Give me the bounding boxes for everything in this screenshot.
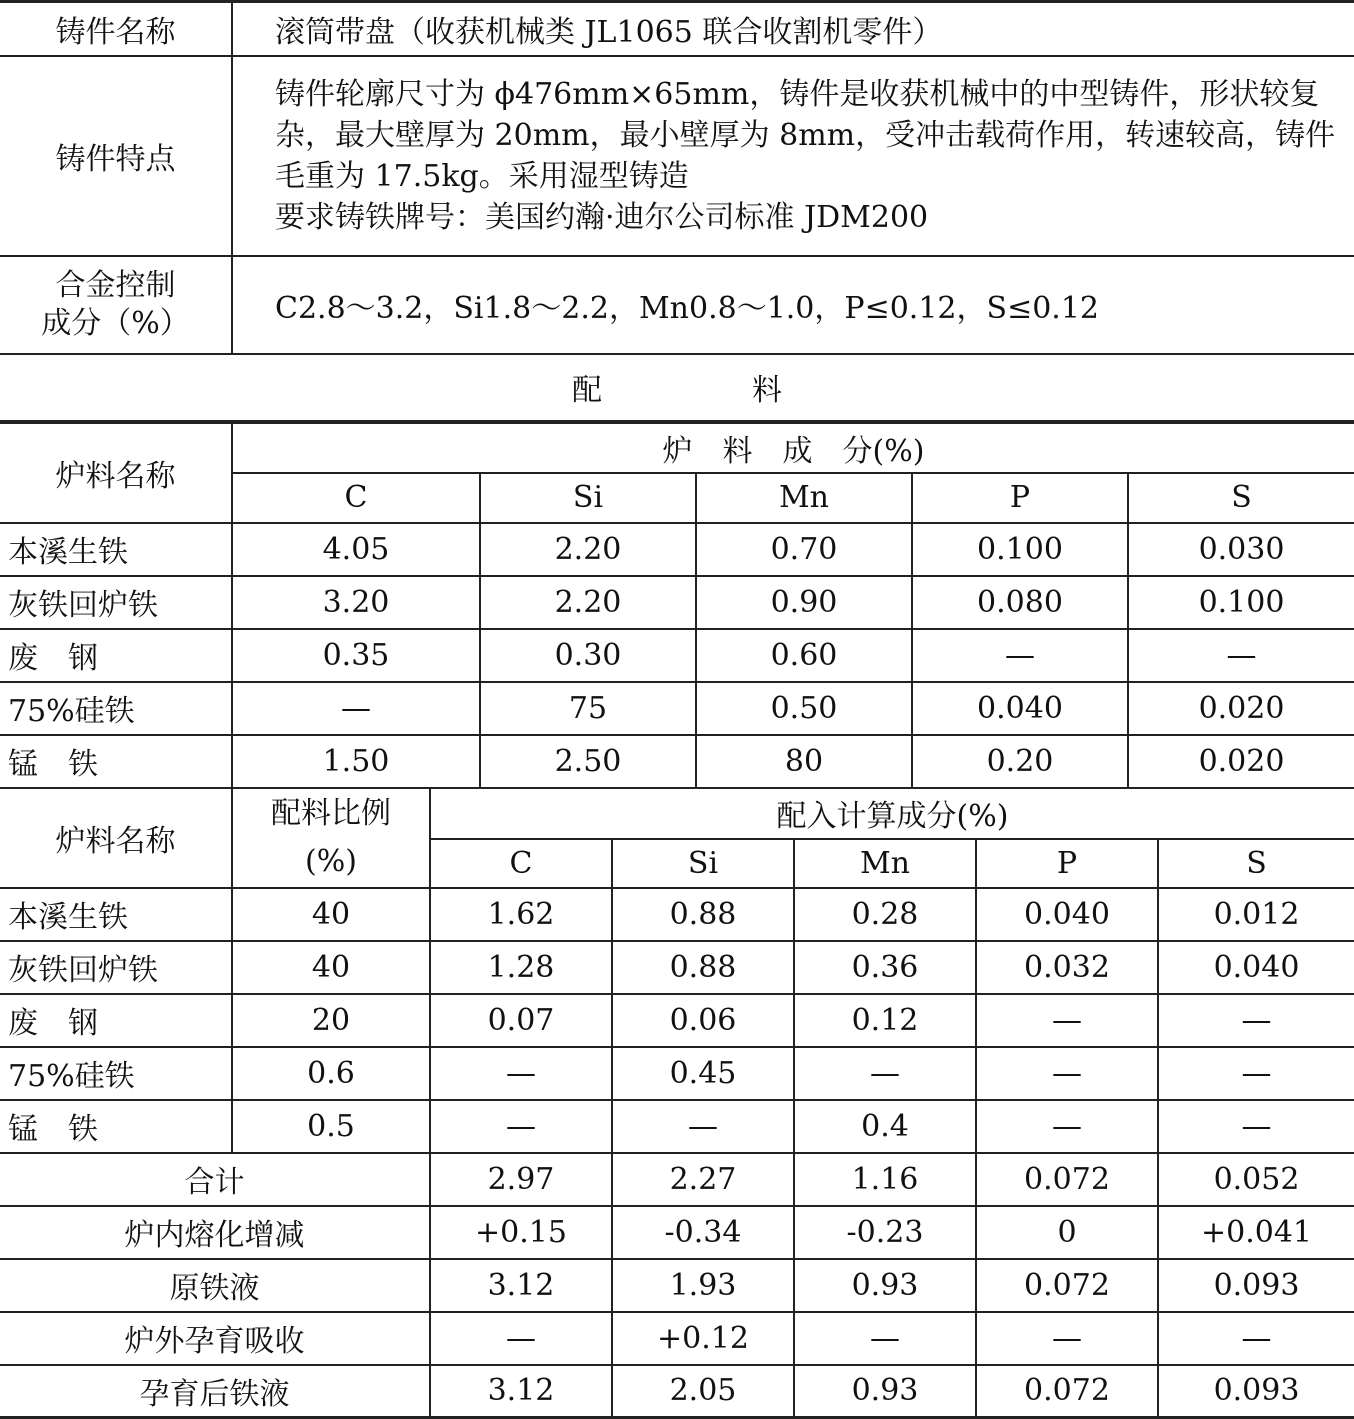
table-row: 75%硅铁 0.6 — 0.45 — — — bbox=[0, 1047, 1354, 1100]
charge-name-header: 炉料名称 bbox=[0, 423, 232, 523]
casting-name-value: 滚筒带盘（收获机械类 JL1065 联合收割机零件） bbox=[232, 2, 1354, 56]
table-row: 灰铁回炉铁 3.20 2.20 0.90 0.080 0.100 bbox=[0, 576, 1354, 629]
table-row: 锰 铁 0.5 — — 0.4 — — bbox=[0, 1100, 1354, 1153]
charge-col-c: C bbox=[232, 473, 480, 523]
charge-col-mn: Mn bbox=[696, 473, 912, 523]
section-title: 配 料 bbox=[0, 355, 1354, 421]
alloy-label-line2: 成分（%） bbox=[0, 305, 231, 343]
ratio-header-line1: 配料比例 bbox=[233, 790, 429, 838]
calc-col-mn: Mn bbox=[794, 839, 976, 888]
summary-row-melt-change: 炉内熔化增减 +0.15 -0.34 -0.23 0 +0.041 bbox=[0, 1206, 1354, 1259]
charge-group-header: 炉 料 成 分(%) bbox=[232, 423, 1354, 473]
casting-name-row bbox=[0, 2, 1354, 56]
summary-row-inoculation: 炉外孕育吸收 — +0.12 — — — bbox=[0, 1312, 1354, 1365]
charge-col-s: S bbox=[1128, 473, 1354, 523]
table-row: 灰铁回炉铁 40 1.28 0.88 0.36 0.032 0.040 bbox=[0, 941, 1354, 994]
casting-features-row bbox=[0, 56, 1354, 256]
casting-name-label: 铸件名称 bbox=[0, 2, 232, 56]
alloy-label-line1: 合金控制 bbox=[0, 267, 231, 305]
calc-name-header: 炉料名称 bbox=[0, 789, 232, 888]
alloy-control-value: C2.8～3.2，Si1.8～2.2，Mn0.8～1.0，P≤0.12，S≤0.12 bbox=[232, 256, 1354, 354]
summary-row-base-iron: 原铁液 3.12 1.93 0.93 0.072 0.093 bbox=[0, 1259, 1354, 1312]
table-row: 锰 铁 1.50 2.50 80 0.20 0.020 bbox=[0, 735, 1354, 788]
material-requirement-text: 要求铸铁牌号：美国约瀚·迪尔公司标准 JDM200 bbox=[243, 197, 1346, 238]
table-row: 75%硅铁 — 75 0.50 0.040 0.020 bbox=[0, 682, 1354, 735]
table-row: 本溪生铁 40 1.62 0.88 0.28 0.040 0.012 bbox=[0, 888, 1354, 941]
calc-group-header: 配入计算成分(%) bbox=[430, 789, 1354, 839]
table-row: 废 钢 0.35 0.30 0.60 — — bbox=[0, 629, 1354, 682]
calc-col-si: Si bbox=[612, 839, 794, 888]
charge-col-p: P bbox=[912, 473, 1128, 523]
casting-features-label: 铸件特点 bbox=[0, 56, 232, 256]
calc-col-p: P bbox=[976, 839, 1158, 888]
alloy-control-row bbox=[0, 256, 1354, 354]
calc-col-s: S bbox=[1158, 839, 1354, 888]
charge-composition-table bbox=[0, 422, 1354, 789]
summary-row-total: 合计 2.97 2.27 1.16 0.072 0.052 bbox=[0, 1153, 1354, 1206]
calc-col-c: C bbox=[430, 839, 612, 888]
ratio-header-line2: (%) bbox=[233, 838, 429, 886]
summary-row-final-iron: 孕育后铁液 3.12 2.05 0.93 0.072 0.093 bbox=[0, 1365, 1354, 1418]
table-row: 废 钢 20 0.07 0.06 0.12 — — bbox=[0, 994, 1354, 1047]
section-title-table bbox=[0, 355, 1354, 422]
calculated-composition-table bbox=[0, 789, 1354, 1419]
casting-info-table bbox=[0, 0, 1354, 355]
casting-features-text: 铸件轮廓尺寸为 ϕ476mm×65mm，铸件是收获机械中的中型铸件，形状较复杂，最大壁厚为 20mm，最小壁厚为 8mm，受冲击载荷作用，转速较高，铸件毛重为 17.5kg。采用湿型铸造 bbox=[243, 74, 1346, 197]
charge-col-si: Si bbox=[480, 473, 696, 523]
table-row: 本溪生铁 4.05 2.20 0.70 0.100 0.030 bbox=[0, 523, 1354, 576]
